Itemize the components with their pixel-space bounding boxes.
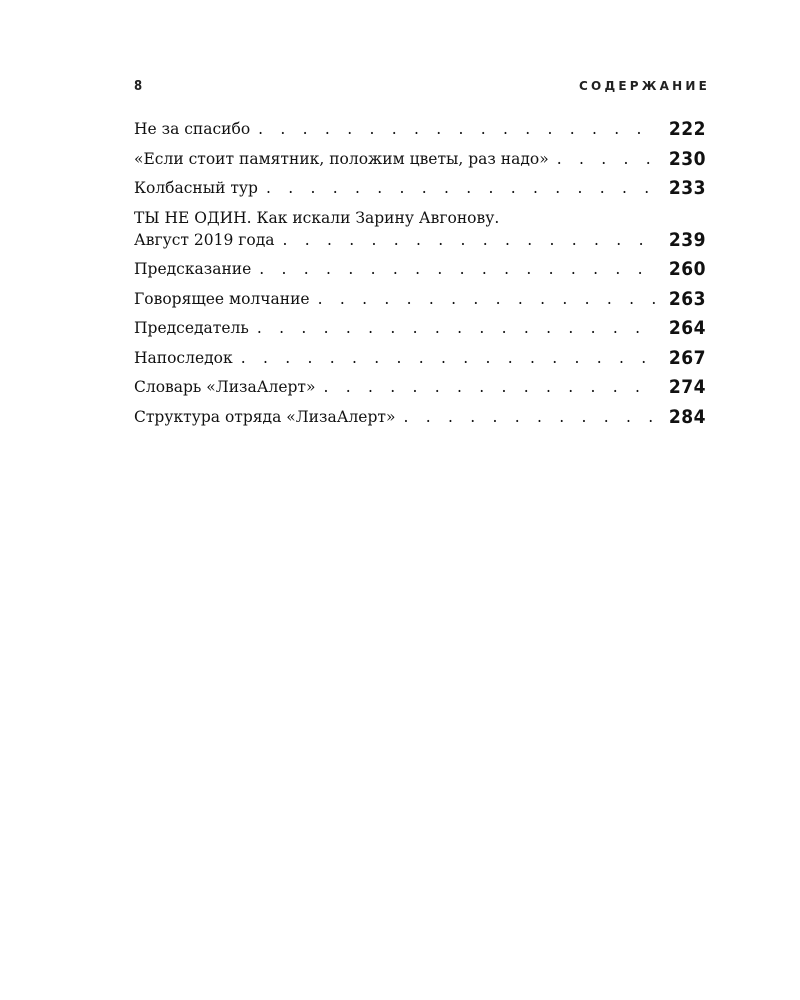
toc-entry-title-text: Колбасный тур [134,179,258,197]
dot-leader [258,177,656,199]
dot-leader [275,229,657,251]
toc-entry-page: 264 [668,317,706,339]
toc-entry-title-text: Председатель [134,319,249,337]
dot-leader [395,406,656,428]
toc-entry-title [134,207,656,251]
dot-leader [549,148,656,170]
toc-entry-title-text: Напоследок [134,348,233,367]
dot-leader [250,118,656,140]
dot-leader [249,317,656,339]
toc-entry-page: 222 [668,118,706,140]
toc-entry[interactable] [134,207,706,251]
toc-entry-title [134,148,656,170]
toc-entry-title-line2-wrap [134,229,656,251]
running-head [134,79,710,97]
toc-entry-title-line1: ТЫ НЕ ОДИН. Как искали Зарину Авгонову. [134,208,500,227]
toc-entry-page: 284 [668,405,706,428]
toc-entry[interactable] [134,258,706,280]
toc-entry-title-text: Не за спасибо [134,120,251,138]
toc-entry[interactable] [134,376,706,398]
dot-leader [233,347,656,369]
toc-entry-page: 233 [668,177,706,199]
toc-entry[interactable] [134,148,706,170]
dot-leader [251,258,656,280]
toc-entry-title [134,288,656,310]
toc-entry-title [134,376,656,398]
toc-entry-title-text: Предсказание [134,260,252,278]
section-title: СОДЕРЖАНИЕ [579,79,710,93]
page-number: 8 [134,79,144,94]
toc-entry-page: 239 [668,228,706,251]
toc-entry-page: 267 [668,346,706,369]
toc-entry[interactable] [134,118,706,140]
toc-entry-title-text: Говорящее молчание [134,289,310,308]
toc-entry-title [134,406,656,428]
toc-entry-title [134,347,656,369]
toc-entry-page: 263 [668,287,706,310]
toc-entry[interactable] [134,347,706,369]
dot-leader [315,376,656,398]
toc-entry-title-text: Словарь «ЛизаАлерт» [134,378,316,396]
toc-entry-title [134,258,656,280]
toc-entry-page: 230 [668,147,706,170]
table-of-contents [134,118,706,435]
toc-entry[interactable] [134,288,706,310]
toc-entry[interactable] [134,177,706,199]
toc-entry-title-line2: Август 2019 года [134,230,275,249]
toc-entry-title-text: Структура отряда «ЛизаАлерт» [134,407,396,426]
toc-entry-page: 274 [668,376,706,398]
toc-entry-title [134,118,656,140]
toc-entry[interactable] [134,406,706,428]
dot-leader [310,288,656,310]
toc-entry-title-text: «Если стоит памятник, положим цветы, раз надо» [134,149,549,168]
toc-entry-title [134,317,656,339]
toc-entry[interactable] [134,317,706,339]
toc-entry-page: 260 [668,258,706,280]
toc-entry-title [134,177,656,199]
